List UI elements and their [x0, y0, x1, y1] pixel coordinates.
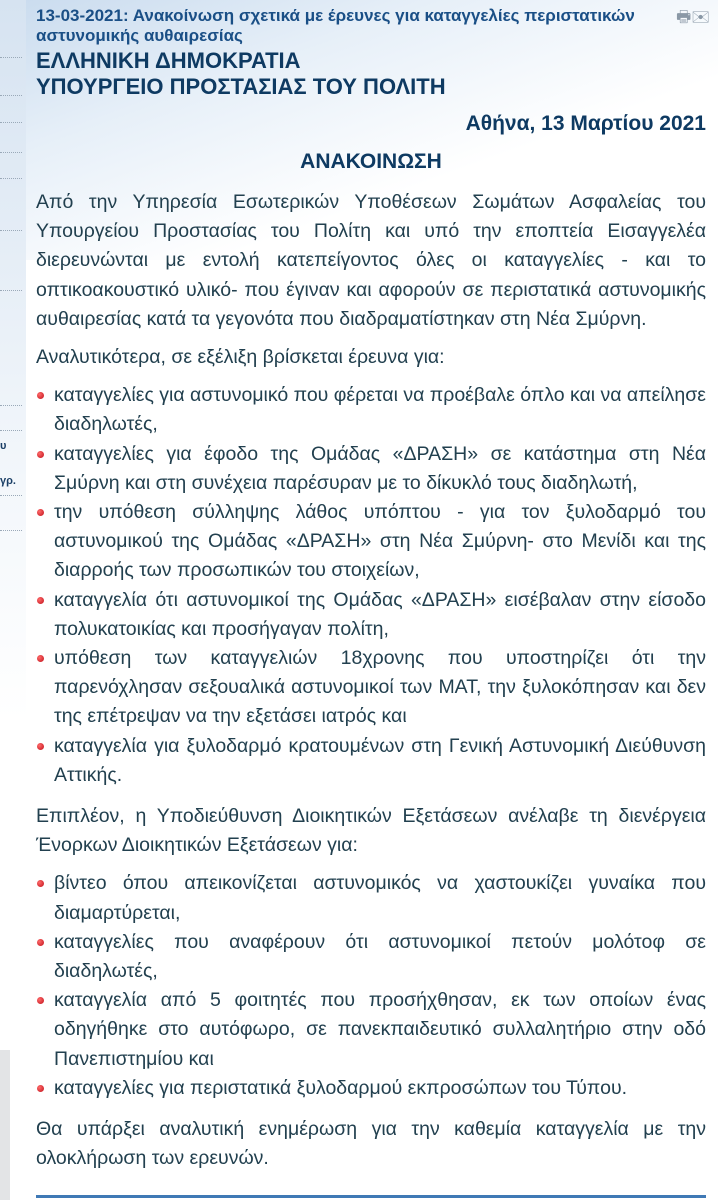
bullet-icon — [37, 655, 44, 662]
list-item: καταγγελία για ξυλοδαρμό κρατουμένων στη Γενική Αστυνομική Διεύθυνση Αττικής. — [36, 732, 706, 790]
sidebar-divider — [0, 178, 22, 179]
list-item: βίντεο όπου απεικονίζεται αστυνομικός να χαστουκίζει γυναίκα που διαμαρτύρεται, — [36, 869, 706, 927]
list-item: καταγγελίες που αναφέρουν ότι αστυνομικοί πετούν μολότοφ σε διαδηλωτές, — [36, 928, 706, 986]
sidebar — [0, 0, 26, 1200]
sidebar-divider — [0, 430, 22, 431]
list-item: την υπόθεση σύλληψης λάθος υπόπτου - για τον ξυλοδαρμό του αστυνομικού της Ομάδας «ΔΡΑΣΗ» στη Νέα Σμύρνη- στο Μενίδι και της διαρροής των προσωπικών του στοιχείων, — [36, 498, 706, 586]
lead-paragraph-1: Αναλυτικότερα, σε εξέλιξη βρίσκεται έρευνα για: — [36, 346, 445, 369]
bullet-icon — [37, 451, 44, 458]
article-tools — [676, 6, 710, 33]
article-body — [36, 188, 706, 1183]
bullet-icon — [37, 880, 44, 887]
organization — [36, 48, 446, 100]
sidebar-divider — [0, 95, 22, 96]
announcement-heading: ΑΝΑΚΟΙΝΩΣΗ — [300, 150, 442, 173]
investigation-list — [36, 381, 706, 790]
list-item: καταγγελίες για έφοδο της Ομάδας «ΔΡΑΣΗ» σε κατάστημα στη Νέα Σμύρνη και στη συνέχεια παρέσυραν με το δίκυκλό τους διαδηλωτή, — [36, 440, 706, 498]
email-icon[interactable]: ✉ — [691, 9, 710, 26]
sidebar-link[interactable]: γρ. — [0, 475, 16, 487]
list-item: καταγγελίες για αστυνομικό που φέρεται να προέβαλε όπλο και να απείλησε διαδηλωτές, — [36, 381, 706, 439]
sidebar-divider — [0, 152, 22, 153]
intro-paragraph: Από την Υπηρεσία Εσωτερικών Υποθέσεων Σωμάτων Ασφαλείας του Υπουργείου Προστασίας του Πολίτη και υπό την εποπτεία Εισαγγελέα διερευνώνται με εντολή κατεπείγοντος όλες οι καταγγελίες - και το οπτικοακουστικό υλικό- που έγιναν και αφορούν σε περιστατικά αστυνομικής αυθαιρεσίας κατά τα γεγονότα που διαδραματίστηκαν στη Νέα Σμύρνη. — [36, 191, 706, 330]
date: Αθήνα, 13 Μαρτίου 2021 — [465, 112, 706, 135]
sidebar-divider — [0, 122, 22, 123]
sidebar-link[interactable]: υ — [0, 440, 7, 452]
org-line-2: ΥΠΟΥΡΓΕΙΟ ΠΡΟΣΤΑΣΙΑΣ ΤΟΥ ΠΟΛΙΤΗ — [36, 74, 446, 99]
print-icon[interactable]: 🖶 — [676, 9, 692, 26]
list-item: υπόθεση των καταγγελιών 18χρονης που υποστηρίζει ότι την παρενόχλησαν σεξουαλικά αστυνομικοί των ΜΑΤ, την ξυλοκόπησαν και δεν της επέτρεψαν να την εξετάσει ιατρός και — [36, 644, 706, 732]
inquiry-list — [36, 869, 706, 1103]
footer-divider — [36, 1195, 706, 1198]
sidebar-divider — [0, 290, 22, 291]
sidebar-divider — [0, 495, 22, 496]
bullet-icon — [37, 509, 44, 516]
bullet-icon — [37, 597, 44, 604]
list-item: καταγγελία από 5 φοιτητές που προσήχθησαν, εκ των οποίων ένας οδηγήθηκε στο αυτόφωρο, σε πανεκπαιδευτικό συλλαλητήριο στην οδό Πανεπιστημίου και — [36, 986, 706, 1074]
lead-paragraph-2: Επιπλέον, η Υποδιεύθυνση Διοικητικών Εξετάσεων ανέλαβε τη διενέργεια Ένορκων Διοικητικών Εξετάσεων για: — [36, 805, 706, 857]
sidebar-divider — [0, 405, 22, 406]
bullet-icon — [37, 392, 44, 399]
sidebar-panel — [0, 1050, 10, 1200]
article-title[interactable]: 13-03-2021: Ανακοίνωση σχετικά με έρευνες για καταγγελίες περιστατικών αστυνομικής αυθαιρεσίας — [36, 6, 635, 45]
bullet-icon — [37, 939, 44, 946]
sidebar-divider — [0, 230, 22, 231]
list-item: καταγγελίες για περιστατικά ξυλοδαρμού εκπροσώπων του Τύπου. — [36, 1074, 706, 1103]
closing-paragraph: Θα υπάρξει αναλυτική ενημέρωση για την καθεμία καταγγελία με την ολοκλήρωση των ερευνών. — [36, 1118, 706, 1170]
list-item: καταγγελία ότι αστυνομικοί της Ομάδας «ΔΡΑΣΗ» εισέβαλαν στην είσοδο πολυκατοικίας και προσήγαγαν πολίτη, — [36, 586, 706, 644]
bullet-icon — [37, 743, 44, 750]
bullet-icon — [37, 1085, 44, 1092]
sidebar-divider — [0, 57, 22, 58]
sidebar-divider — [0, 530, 22, 531]
bullet-icon — [37, 997, 44, 1004]
org-line-1: ΕΛΛΗΝΙΚΗ ΔΗΜΟΚΡΑΤΙΑ — [36, 48, 301, 73]
